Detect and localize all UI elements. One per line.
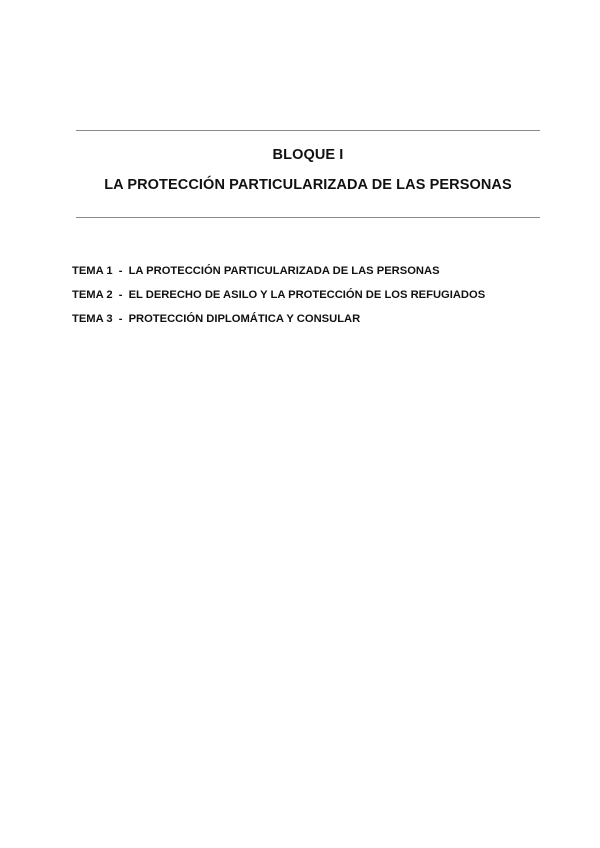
topic-item [72, 259, 542, 283]
topic-separator: - [118, 265, 123, 277]
topic-number: TEMA 2 [72, 289, 113, 301]
block-label: BLOQUE I [272, 147, 344, 163]
topic-item [72, 283, 542, 307]
topic-number: TEMA 1 [72, 265, 113, 277]
topic-number: TEMA 3 [72, 313, 113, 325]
topic-item [72, 307, 542, 331]
topic-separator: - [118, 289, 123, 301]
topic-list [72, 259, 542, 331]
topic-separator: - [118, 313, 123, 325]
top-divider [76, 130, 540, 131]
topic-title: LA PROTECCIÓN PARTICULARIZADA DE LAS PERSONAS [128, 265, 440, 277]
topic-title: EL DERECHO DE ASILO Y LA PROTECCIÓN DE LOS REFUGIADOS [128, 289, 486, 301]
topic-title: PROTECCIÓN DIPLOMÁTICA Y CONSULAR [128, 313, 361, 325]
bottom-divider [76, 217, 540, 218]
block-title: LA PROTECCIÓN PARTICULARIZADA DE LAS PERSONAS [104, 177, 512, 193]
